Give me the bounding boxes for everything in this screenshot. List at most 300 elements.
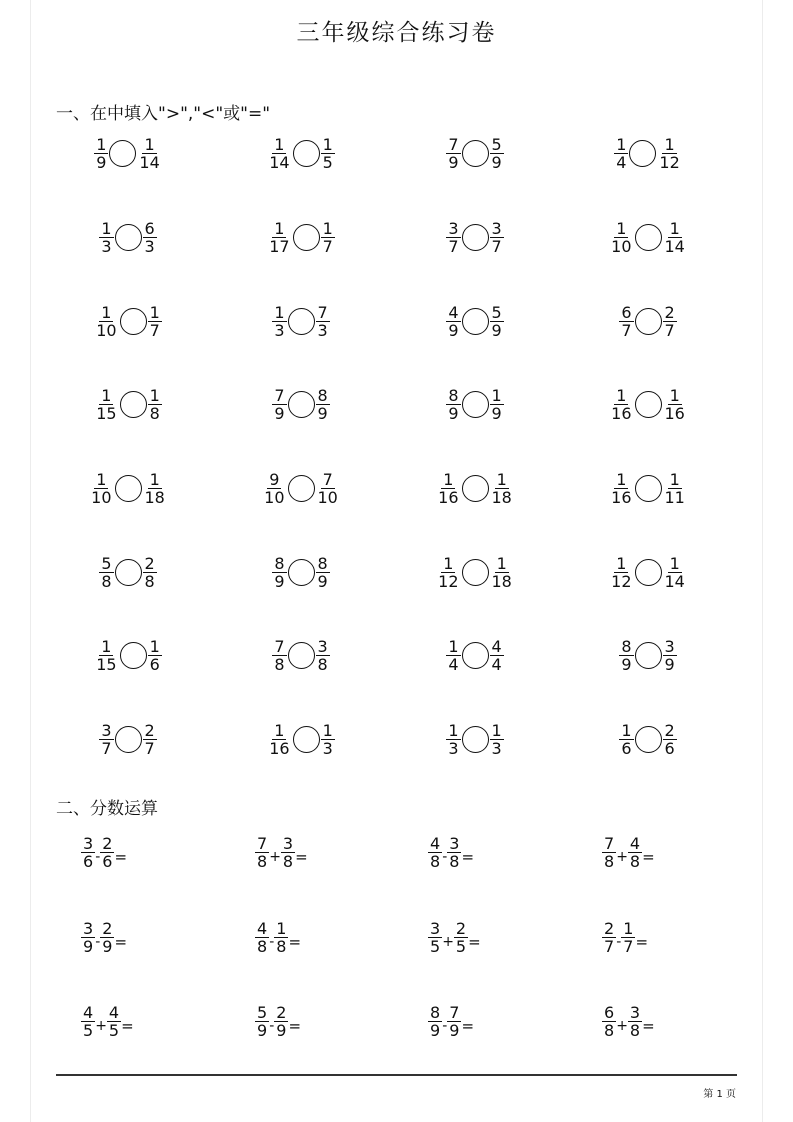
denominator: 9 xyxy=(430,1020,441,1040)
comparison-item xyxy=(391,715,559,763)
answer-circle[interactable] xyxy=(288,642,315,669)
fraction xyxy=(148,387,162,422)
denominator: 7 xyxy=(448,236,459,256)
denominator: 12 xyxy=(611,571,632,591)
fraction xyxy=(272,387,286,422)
equals-sign: = xyxy=(635,932,649,951)
denominator: 9 xyxy=(317,571,328,591)
fraction xyxy=(321,722,335,757)
denominator: 9 xyxy=(276,1020,287,1040)
answer-circle[interactable] xyxy=(462,726,489,753)
denominator: 14 xyxy=(664,571,685,591)
numerator: 1 xyxy=(322,218,333,238)
denominator: 5 xyxy=(83,1020,94,1040)
fraction xyxy=(321,220,335,255)
numerator: 7 xyxy=(448,134,459,154)
numerator: 5 xyxy=(491,302,502,322)
answer-circle[interactable] xyxy=(635,391,662,418)
comparison-item xyxy=(564,631,732,679)
numerator: 3 xyxy=(629,1002,641,1022)
denominator: 8 xyxy=(430,851,441,871)
numerator: 1 xyxy=(616,553,627,573)
denominator: 3 xyxy=(317,320,328,340)
fraction xyxy=(490,638,504,673)
operator-sign: + xyxy=(269,849,281,865)
fraction xyxy=(446,387,460,422)
answer-circle[interactable] xyxy=(635,726,662,753)
denominator: 7 xyxy=(491,236,502,256)
fraction xyxy=(490,304,504,339)
fraction xyxy=(621,920,635,955)
fraction xyxy=(321,136,335,171)
comparison-item xyxy=(44,548,212,596)
arithmetic-item xyxy=(255,913,301,961)
fraction xyxy=(272,304,286,339)
denominator: 10 xyxy=(264,487,285,507)
comparison-item xyxy=(391,129,559,177)
fraction xyxy=(94,638,118,673)
arithmetic-item xyxy=(255,997,301,1045)
answer-circle[interactable] xyxy=(115,559,142,586)
answer-circle[interactable] xyxy=(635,559,662,586)
numerator: 3 xyxy=(430,918,441,938)
arithmetic-item xyxy=(428,997,474,1045)
numerator: 8 xyxy=(448,385,459,405)
fraction xyxy=(428,1004,442,1039)
comparison-item xyxy=(391,464,559,512)
equals-sign: = xyxy=(288,932,302,951)
denominator: 8 xyxy=(257,936,268,956)
answer-circle[interactable] xyxy=(288,559,315,586)
comparison-item xyxy=(564,548,732,596)
numerator: 3 xyxy=(491,218,502,238)
denominator: 3 xyxy=(322,738,333,758)
equals-sign: = xyxy=(461,1016,475,1035)
numerator: 3 xyxy=(101,720,112,740)
fraction xyxy=(602,835,616,870)
comparison-item xyxy=(564,129,732,177)
fraction xyxy=(255,920,269,955)
denominator: 6 xyxy=(664,738,675,758)
numerator: 7 xyxy=(322,469,333,489)
numerator: 4 xyxy=(108,1002,120,1022)
denominator: 12 xyxy=(438,571,459,591)
fraction xyxy=(316,387,330,422)
denominator: 6 xyxy=(83,851,94,871)
comparison-item xyxy=(217,213,385,261)
numerator: 7 xyxy=(274,385,285,405)
page-title: 三年级综合练习卷 xyxy=(296,20,497,46)
fraction xyxy=(267,722,291,757)
answer-circle[interactable] xyxy=(629,140,656,167)
answer-circle[interactable] xyxy=(288,391,315,418)
comparison-item xyxy=(217,380,385,428)
numerator: 8 xyxy=(317,385,328,405)
answer-circle[interactable] xyxy=(462,224,489,251)
fraction xyxy=(609,555,633,590)
arithmetic-item xyxy=(81,913,127,961)
denominator: 10 xyxy=(611,236,632,256)
numerator: 1 xyxy=(448,636,459,656)
denominator: 3 xyxy=(101,236,112,256)
comparison-item xyxy=(217,464,385,512)
numerator: 8 xyxy=(621,636,632,656)
denominator: 9 xyxy=(317,403,328,423)
fraction xyxy=(454,920,468,955)
numerator: 6 xyxy=(604,1002,615,1022)
numerator: 1 xyxy=(144,134,155,154)
numerator: 1 xyxy=(496,469,507,489)
fraction xyxy=(490,220,504,255)
denominator: 14 xyxy=(664,236,685,256)
left-page-edge xyxy=(30,0,31,1122)
comparison-item xyxy=(44,715,212,763)
denominator: 9 xyxy=(621,654,632,674)
numerator: 2 xyxy=(102,833,113,853)
fraction xyxy=(602,1004,616,1039)
denominator: 8 xyxy=(276,936,287,956)
section-1-heading: 一、在中填入">","<"或"=" xyxy=(56,104,271,124)
operator-sign: - xyxy=(269,1018,275,1034)
fraction xyxy=(262,471,286,506)
arithmetic-item xyxy=(81,828,127,876)
fraction xyxy=(619,638,633,673)
fraction xyxy=(446,304,460,339)
denominator: 3 xyxy=(491,738,502,758)
numerator: 1 xyxy=(274,134,285,154)
fraction xyxy=(94,387,118,422)
numerator: 2 xyxy=(455,918,467,938)
denominator: 4 xyxy=(491,654,502,674)
denominator: 10 xyxy=(317,487,338,507)
equals-sign: = xyxy=(642,1016,655,1035)
numerator: 1 xyxy=(616,218,627,238)
operator-sign: + xyxy=(616,849,628,865)
numerator: 8 xyxy=(274,553,285,573)
comparison-item xyxy=(391,297,559,345)
numerator: 1 xyxy=(274,302,285,322)
comparison-item xyxy=(391,548,559,596)
comparison-item xyxy=(44,380,212,428)
numerator: 3 xyxy=(317,636,328,656)
fraction xyxy=(446,638,460,673)
fraction xyxy=(619,722,633,757)
fraction xyxy=(490,722,504,757)
numerator: 4 xyxy=(491,636,502,656)
fraction xyxy=(619,304,633,339)
fraction xyxy=(628,1004,642,1039)
numerator: 2 xyxy=(276,1002,287,1022)
fraction xyxy=(99,722,113,757)
answer-circle[interactable] xyxy=(635,475,662,502)
numerator: 1 xyxy=(491,385,502,405)
denominator: 9 xyxy=(274,403,285,423)
numerator: 2 xyxy=(144,720,155,740)
numerator: 1 xyxy=(669,385,680,405)
fraction xyxy=(107,1004,121,1039)
numerator: 1 xyxy=(616,134,627,154)
comparison-item xyxy=(217,631,385,679)
denominator: 4 xyxy=(448,654,459,674)
numerator: 1 xyxy=(322,720,333,740)
answer-circle[interactable] xyxy=(120,391,147,418)
denominator: 6 xyxy=(102,851,113,871)
fraction xyxy=(267,136,291,171)
numerator: 1 xyxy=(101,302,112,322)
fraction xyxy=(446,220,460,255)
denominator: 16 xyxy=(664,403,685,423)
numerator: 1 xyxy=(448,720,459,740)
numerator: 4 xyxy=(257,918,268,938)
fraction xyxy=(100,835,114,870)
fraction xyxy=(663,638,677,673)
numerator: 1 xyxy=(101,218,112,238)
numerator: 1 xyxy=(96,134,107,154)
numerator: 6 xyxy=(621,302,632,322)
numerator: 4 xyxy=(448,302,459,322)
denominator: 11 xyxy=(664,487,685,507)
numerator: 1 xyxy=(101,636,112,656)
operator-sign: + xyxy=(95,1018,107,1034)
comparison-item xyxy=(564,715,732,763)
denominator: 18 xyxy=(491,487,512,507)
numerator: 1 xyxy=(149,469,160,489)
denominator: 9 xyxy=(448,152,459,172)
numerator: 1 xyxy=(623,918,634,938)
denominator: 16 xyxy=(611,487,632,507)
numerator: 1 xyxy=(443,469,454,489)
fraction xyxy=(81,835,95,870)
operator-sign: - xyxy=(269,934,275,950)
denominator: 9 xyxy=(102,936,113,956)
denominator: 8 xyxy=(604,1020,615,1040)
denominator: 18 xyxy=(144,487,165,507)
operator-sign: - xyxy=(95,934,101,950)
answer-circle[interactable] xyxy=(635,642,662,669)
denominator: 8 xyxy=(629,851,641,871)
operator-sign: - xyxy=(442,849,448,865)
fraction xyxy=(663,471,687,506)
fraction xyxy=(490,471,514,506)
denominator: 8 xyxy=(604,851,615,871)
denominator: 8 xyxy=(629,1020,641,1040)
answer-circle[interactable] xyxy=(288,308,315,335)
denominator: 18 xyxy=(491,571,512,591)
fraction xyxy=(663,555,687,590)
denominator: 8 xyxy=(317,654,328,674)
fraction xyxy=(490,387,504,422)
fraction xyxy=(663,387,687,422)
numerator: 1 xyxy=(669,218,680,238)
operator-sign: - xyxy=(442,1018,448,1034)
denominator: 8 xyxy=(149,403,160,423)
fraction xyxy=(428,835,442,870)
numerator: 1 xyxy=(669,553,680,573)
fraction xyxy=(272,555,286,590)
numerator: 2 xyxy=(604,918,615,938)
footer-rule xyxy=(56,1074,737,1076)
numerator: 3 xyxy=(449,833,460,853)
denominator: 5 xyxy=(430,936,441,956)
denominator: 8 xyxy=(449,851,460,871)
denominator: 9 xyxy=(96,152,107,172)
answer-circle[interactable] xyxy=(635,224,662,251)
numerator: 7 xyxy=(449,1002,460,1022)
denominator: 5 xyxy=(108,1020,120,1040)
arithmetic-item xyxy=(428,913,481,961)
numerator: 2 xyxy=(144,553,155,573)
denominator: 3 xyxy=(144,236,155,256)
numerator: 8 xyxy=(317,553,328,573)
denominator: 8 xyxy=(144,571,155,591)
fraction xyxy=(447,1004,461,1039)
answer-circle[interactable] xyxy=(120,308,147,335)
numerator: 1 xyxy=(149,636,160,656)
fraction xyxy=(663,722,677,757)
denominator: 14 xyxy=(269,152,290,172)
answer-circle[interactable] xyxy=(462,475,489,502)
numerator: 2 xyxy=(664,302,675,322)
fraction xyxy=(446,722,460,757)
numerator: 1 xyxy=(149,302,160,322)
equals-sign: = xyxy=(121,1016,134,1035)
equals-sign: = xyxy=(114,932,128,951)
answer-circle[interactable] xyxy=(293,726,320,753)
fraction xyxy=(281,835,295,870)
numerator: 1 xyxy=(664,134,675,154)
denominator: 5 xyxy=(322,152,333,172)
denominator: 9 xyxy=(448,320,459,340)
answer-circle[interactable] xyxy=(462,140,489,167)
answer-circle[interactable] xyxy=(293,224,320,251)
fraction xyxy=(316,471,340,506)
denominator: 6 xyxy=(621,738,632,758)
numerator: 3 xyxy=(282,833,294,853)
fraction xyxy=(657,136,681,171)
fraction xyxy=(89,471,113,506)
numerator: 3 xyxy=(664,636,675,656)
denominator: 8 xyxy=(101,571,112,591)
fraction xyxy=(436,555,460,590)
denominator: 7 xyxy=(149,320,160,340)
answer-circle[interactable] xyxy=(293,140,320,167)
equals-sign: = xyxy=(295,847,308,866)
fraction xyxy=(272,638,286,673)
numerator: 4 xyxy=(430,833,441,853)
fraction xyxy=(428,920,442,955)
numerator: 1 xyxy=(96,469,107,489)
denominator: 16 xyxy=(611,403,632,423)
fraction xyxy=(628,835,642,870)
equals-sign: = xyxy=(461,847,475,866)
numerator: 1 xyxy=(149,385,160,405)
comparison-item xyxy=(564,297,732,345)
equals-sign: = xyxy=(114,847,128,866)
numerator: 1 xyxy=(491,720,502,740)
answer-circle[interactable] xyxy=(635,308,662,335)
right-page-edge xyxy=(762,0,763,1122)
fraction xyxy=(143,555,157,590)
fraction xyxy=(447,835,461,870)
equals-sign: = xyxy=(468,932,481,951)
answer-circle[interactable] xyxy=(462,559,489,586)
denominator: 9 xyxy=(491,152,502,172)
equals-sign: = xyxy=(642,847,655,866)
denominator: 15 xyxy=(96,403,117,423)
fraction xyxy=(99,555,113,590)
denominator: 7 xyxy=(322,236,333,256)
comparison-item xyxy=(564,464,732,512)
numerator: 7 xyxy=(604,833,615,853)
fraction xyxy=(255,1004,269,1039)
arithmetic-item xyxy=(602,913,648,961)
fraction xyxy=(663,304,677,339)
numerator: 5 xyxy=(101,553,112,573)
operator-sign: - xyxy=(95,849,101,865)
fraction xyxy=(446,136,460,171)
denominator: 7 xyxy=(144,738,155,758)
numerator: 2 xyxy=(102,918,113,938)
denominator: 9 xyxy=(664,654,675,674)
comparison-item xyxy=(217,715,385,763)
answer-circle[interactable] xyxy=(462,308,489,335)
answer-circle[interactable] xyxy=(115,475,142,502)
arithmetic-item xyxy=(602,828,655,876)
fraction xyxy=(100,920,114,955)
numerator: 7 xyxy=(317,302,328,322)
answer-circle[interactable] xyxy=(462,642,489,669)
fraction xyxy=(148,304,162,339)
arithmetic-item xyxy=(81,997,134,1045)
comparison-item xyxy=(44,129,212,177)
answer-circle[interactable] xyxy=(120,642,147,669)
fraction xyxy=(143,722,157,757)
answer-circle[interactable] xyxy=(462,391,489,418)
numerator: 1 xyxy=(669,469,680,489)
denominator: 6 xyxy=(149,654,160,674)
numerator: 1 xyxy=(616,469,627,489)
denominator: 17 xyxy=(269,236,290,256)
denominator: 7 xyxy=(621,320,632,340)
comparison-item xyxy=(564,213,732,261)
numerator: 3 xyxy=(83,918,94,938)
numerator: 1 xyxy=(496,553,507,573)
denominator: 9 xyxy=(491,403,502,423)
denominator: 7 xyxy=(604,936,615,956)
operator-sign: + xyxy=(616,1018,628,1034)
denominator: 15 xyxy=(96,654,117,674)
fraction xyxy=(148,638,162,673)
answer-circle[interactable] xyxy=(109,140,136,167)
comparison-item xyxy=(44,631,212,679)
numerator: 4 xyxy=(629,833,641,853)
fraction xyxy=(274,1004,288,1039)
denominator: 8 xyxy=(274,654,285,674)
numerator: 1 xyxy=(322,134,333,154)
comparison-item xyxy=(391,631,559,679)
fraction xyxy=(316,555,330,590)
numerator: 7 xyxy=(257,833,268,853)
denominator: 14 xyxy=(139,152,160,172)
answer-circle[interactable] xyxy=(115,726,142,753)
numerator: 3 xyxy=(83,833,94,853)
answer-circle[interactable] xyxy=(288,475,315,502)
comparison-item xyxy=(44,464,212,512)
denominator: 12 xyxy=(659,152,680,172)
answer-circle[interactable] xyxy=(115,224,142,251)
fraction xyxy=(267,220,291,255)
denominator: 7 xyxy=(101,738,112,758)
